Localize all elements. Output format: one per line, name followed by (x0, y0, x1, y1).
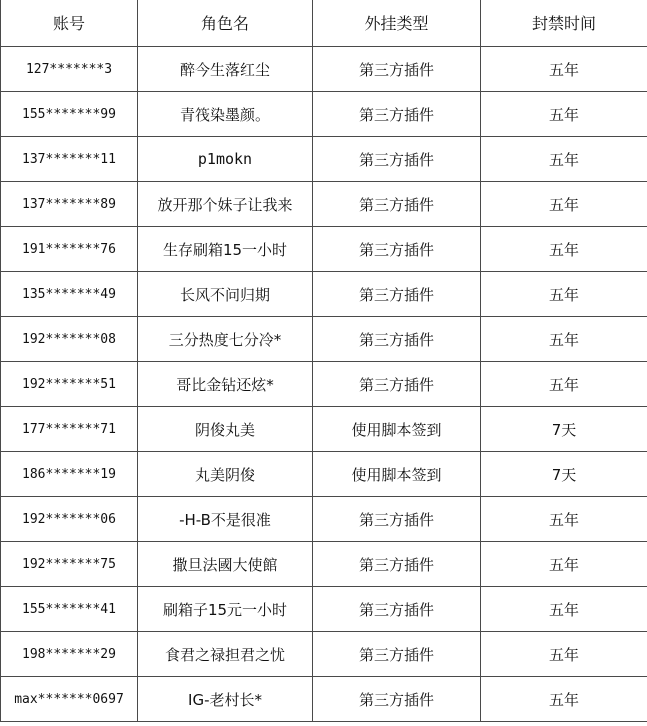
ban-duration-cell: 五年 (481, 677, 647, 722)
cheat-type-cell: 第三方插件 (313, 137, 481, 182)
role-name-cell: 丸美阴俊 (138, 452, 313, 497)
role-name-cell: 放开那个妹子让我来 (138, 182, 313, 227)
account-cell: max*******0697 (1, 677, 138, 722)
header-cheat-type: 外挂类型 (313, 0, 481, 47)
ban-duration-cell: 五年 (481, 587, 647, 632)
header-account: 账号 (1, 0, 138, 47)
account-cell: 137*******89 (1, 182, 138, 227)
ban-duration-cell: 五年 (481, 317, 647, 362)
role-name-cell: 撒旦法國大使館 (138, 542, 313, 587)
header-role-name: 角色名 (138, 0, 313, 47)
account-cell: 137*******11 (1, 137, 138, 182)
table-row (1, 47, 647, 92)
cheat-type-cell: 使用脚本签到 (313, 452, 481, 497)
role-name-cell: 阴俊丸美 (138, 407, 313, 452)
cheat-type-cell: 第三方插件 (313, 587, 481, 632)
account-cell: 135*******49 (1, 272, 138, 317)
table-row (1, 137, 647, 182)
cheat-type-cell: 第三方插件 (313, 677, 481, 722)
account-cell: 198*******29 (1, 632, 138, 677)
cheat-type-cell: 第三方插件 (313, 182, 481, 227)
header-row (1, 0, 647, 47)
ban-duration-cell: 五年 (481, 182, 647, 227)
ban-duration-cell: 五年 (481, 137, 647, 182)
ban-duration-cell: 五年 (481, 92, 647, 137)
role-name-cell: 醉今生落红尘 (138, 47, 313, 92)
role-name-cell: IG-老村长* (138, 677, 313, 722)
ban-duration-cell: 五年 (481, 497, 647, 542)
cheat-type-cell: 第三方插件 (313, 47, 481, 92)
ban-duration-cell: 五年 (481, 542, 647, 587)
account-cell: 186*******19 (1, 452, 138, 497)
role-name-cell: 生存刷箱15一小时 (138, 227, 313, 272)
table-row (1, 272, 647, 317)
cheat-type-cell: 第三方插件 (313, 542, 481, 587)
table-header (1, 0, 647, 47)
account-cell: 192*******75 (1, 542, 138, 587)
ban-duration-cell: 五年 (481, 272, 647, 317)
account-cell: 155*******41 (1, 587, 138, 632)
account-cell: 192*******08 (1, 317, 138, 362)
table-row (1, 542, 647, 587)
role-name-cell: 长风不问归期 (138, 272, 313, 317)
table-row (1, 677, 647, 722)
role-name-cell: p1mokn (138, 137, 313, 182)
account-cell: 155*******99 (1, 92, 138, 137)
ban-duration-cell: 五年 (481, 227, 647, 272)
role-name-cell: 食君之禄担君之忧 (138, 632, 313, 677)
table-row (1, 497, 647, 542)
cheat-type-cell: 第三方插件 (313, 227, 481, 272)
role-name-cell: 刷箱子15元一小时 (138, 587, 313, 632)
table-row (1, 227, 647, 272)
account-cell: 127*******3 (1, 47, 138, 92)
table-body (1, 47, 647, 722)
role-name-cell: 青筏染墨颜。 (138, 92, 313, 137)
table-row (1, 407, 647, 452)
cheat-type-cell: 第三方插件 (313, 272, 481, 317)
account-cell: 191*******76 (1, 227, 138, 272)
role-name-cell: -H-B不是很准 (138, 497, 313, 542)
cheat-type-cell: 使用脚本签到 (313, 407, 481, 452)
table-row (1, 587, 647, 632)
account-cell: 177*******71 (1, 407, 138, 452)
header-ban-duration: 封禁时间 (481, 0, 647, 47)
ban-duration-cell: 五年 (481, 632, 647, 677)
role-name-cell: 三分热度七分冷* (138, 317, 313, 362)
role-name-cell: 哥比金钻还炫* (138, 362, 313, 407)
account-cell: 192*******06 (1, 497, 138, 542)
table-row (1, 317, 647, 362)
cheat-type-cell: 第三方插件 (313, 92, 481, 137)
cheat-type-cell: 第三方插件 (313, 632, 481, 677)
table-row (1, 92, 647, 137)
account-cell: 192*******51 (1, 362, 138, 407)
table-row (1, 632, 647, 677)
cheat-type-cell: 第三方插件 (313, 497, 481, 542)
cheat-type-cell: 第三方插件 (313, 317, 481, 362)
ban-duration-cell: 7天 (481, 407, 647, 452)
table-row (1, 452, 647, 497)
table-row (1, 362, 647, 407)
cheat-type-cell: 第三方插件 (313, 362, 481, 407)
ban-duration-cell: 五年 (481, 362, 647, 407)
table-row (1, 182, 647, 227)
ban-duration-cell: 五年 (481, 47, 647, 92)
ban-duration-cell: 7天 (481, 452, 647, 497)
